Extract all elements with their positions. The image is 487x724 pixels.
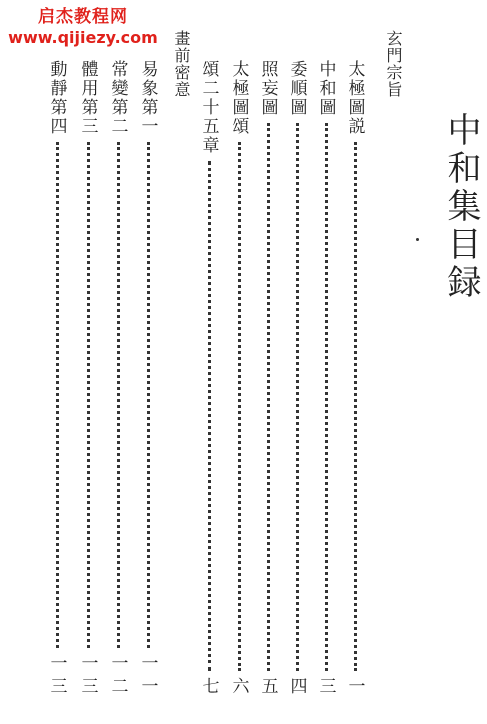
toc-entry-label: 常變第二 <box>107 60 128 136</box>
toc-entry-page: 三 <box>315 677 336 700</box>
watermark-url[interactable]: www.qijiezy.com <box>8 28 158 47</box>
toc-entry-page: 一 <box>344 677 365 700</box>
section-heading-huaqian: 畫前密意 <box>172 30 191 98</box>
toc-entry-page: 五 <box>257 677 278 700</box>
toc-entry-page: 一一 <box>137 654 158 700</box>
ink-speck <box>416 238 419 241</box>
toc-entry[interactable] <box>257 60 279 700</box>
dotted-leader <box>267 123 270 671</box>
watermark <box>8 6 158 48</box>
watermark-site-name: 启杰教程网 <box>38 7 128 27</box>
section-heading-xuanmen: 玄門宗旨 <box>384 30 403 98</box>
dotted-leader <box>87 142 90 648</box>
toc-entry-label: 委順圖 <box>286 60 307 117</box>
dotted-leader <box>147 142 150 648</box>
toc-entry[interactable] <box>315 60 337 700</box>
dotted-leader <box>296 123 299 671</box>
toc-entry-page: 六 <box>228 677 249 700</box>
dotted-leader <box>325 123 328 671</box>
toc-entry-page: 一三 <box>46 654 67 700</box>
dotted-leader <box>354 142 357 671</box>
toc-entry-page: 一二 <box>107 654 128 700</box>
dotted-leader <box>56 142 59 648</box>
toc-entry-page: 一三 <box>77 654 98 700</box>
toc-entry[interactable] <box>77 60 99 700</box>
toc-entry-label: 體用第三 <box>77 60 98 136</box>
toc-entry[interactable] <box>344 60 366 700</box>
toc-entry[interactable] <box>228 60 250 700</box>
toc-entry-label: 照妄圖 <box>257 60 278 117</box>
dotted-leader <box>208 161 211 671</box>
toc-entry-label: 太極圖頌 <box>228 60 249 136</box>
page-title: 中和集目録 <box>441 112 481 302</box>
toc-entry[interactable] <box>286 60 308 700</box>
toc-entry[interactable] <box>137 60 159 700</box>
toc-entry-label: 易象第一 <box>137 60 158 136</box>
toc-entry[interactable] <box>198 60 220 700</box>
dotted-leader <box>238 142 241 671</box>
toc-entry-label: 太極圖説 <box>344 60 365 136</box>
toc-entry-label: 頌二十五章 <box>198 60 219 155</box>
toc-entry-page: 七 <box>198 677 219 700</box>
toc-entry[interactable] <box>46 60 68 700</box>
dotted-leader <box>117 142 120 648</box>
toc-entry[interactable] <box>107 60 129 700</box>
toc-entry-page: 四 <box>286 677 307 700</box>
toc-entry-label: 中和圖 <box>315 60 336 117</box>
toc-entry-label: 動靜第四 <box>46 60 67 136</box>
